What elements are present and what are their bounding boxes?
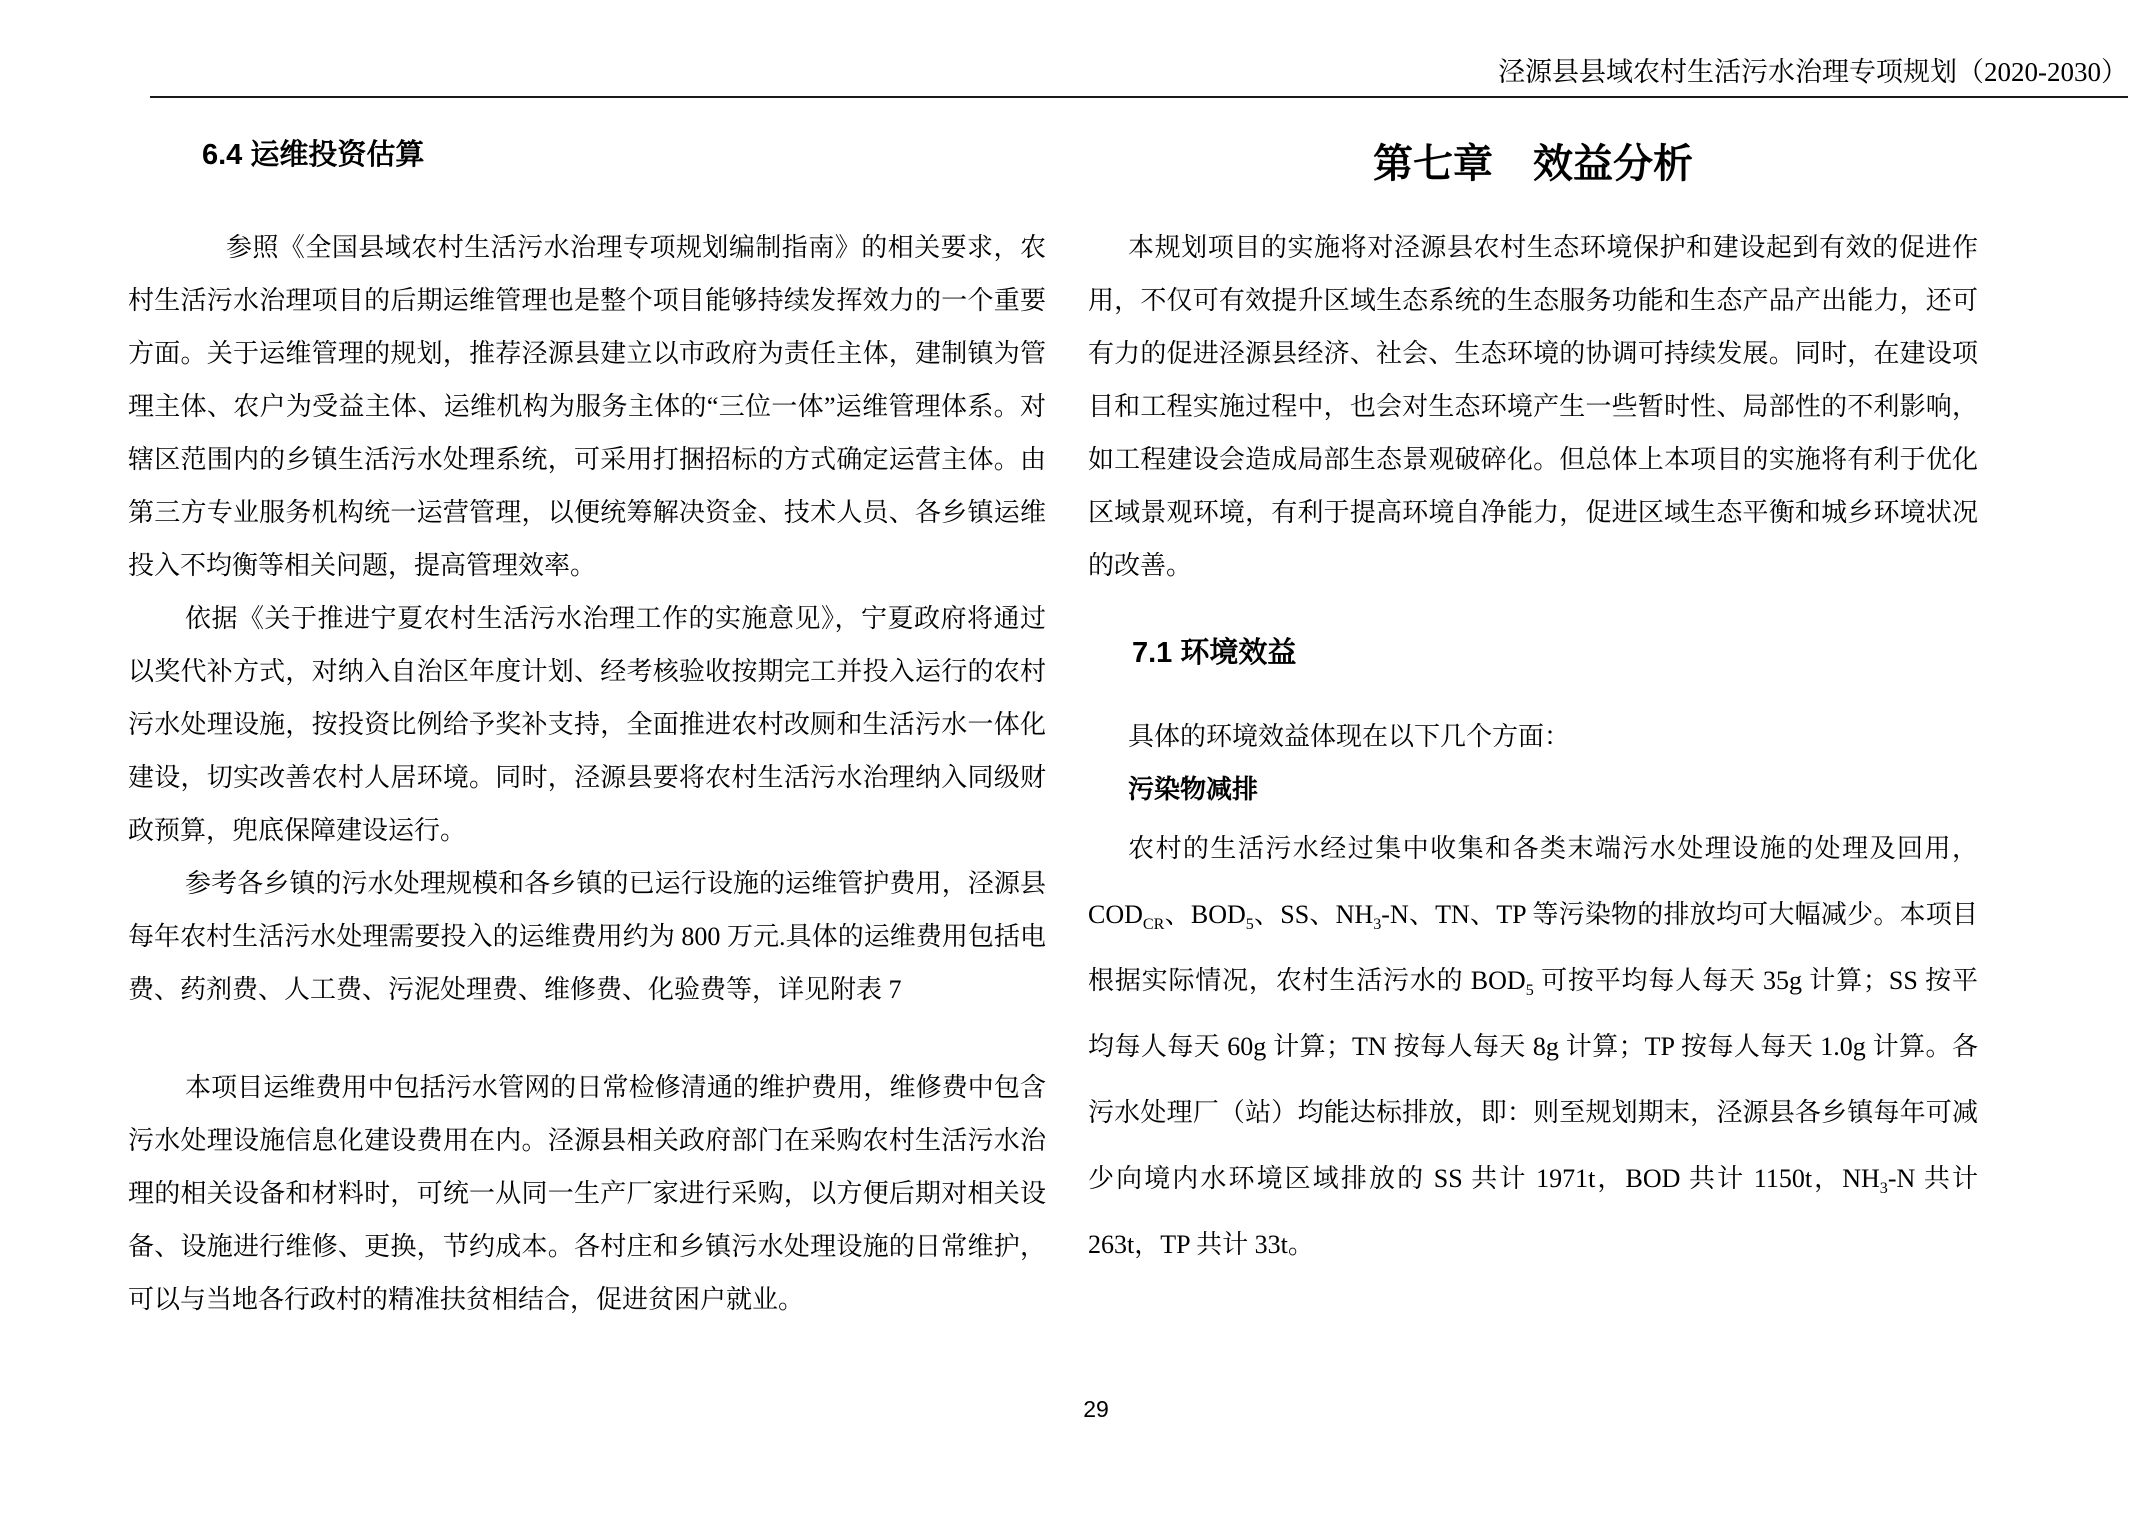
page-number: 29 [1083,1396,1109,1422]
left-paragraph-2: 依据《关于推进宁夏农村生活污水治理工作的实施意见》，宁夏政府将通过以奖代补方式，对纳入自治区年度计划、经考核验收按期完工并投入运行的农村污水处理设施，按投资比例给予奖补支持，全面推进农村改厕和生活污水一体化建设，切实改善农村人居环境。同时，泾源县要将农村生活污水治理纳入同级财政预算，兜底保障建设运行。 [128,604,1046,845]
environment-benefit-lead-line: 具体的环境效益体现在以下几个方面： [1128,722,1571,751]
left-paragraph-1: 参照《全国县域农村生活污水治理专项规划编制指南》的相关要求，农村生活污水治理项目的后期运维管理也是整个项目能够持续发挥效力的一个重要方面。关于运维管理的规划，推荐泾源县建立以市政府为责任主体，建制镇为管理主体、农户为受益主体、运维机构为服务主体的“三位一体”运维管理体系。对辖区范围内的乡镇生活污水处理系统，可采用打捆招标的方式确定运营主体。由第三方专业服务机构统一运营管理，以便统筹解决资金、技术人员、各乡镇运维投入不均衡等相关问题，提高管理效率。 [128,233,1046,580]
section-heading-7-1: 7.1 环境效益 [1132,637,1297,669]
left-paragraph-4: 本项目运维费用中包括污水管网的日常检修清通的维护费用，维修费中包含污水处理设施信息化建设费用在内。泾源县相关政府部门在采购农村生活污水治理的相关设备和材料时，可统一从同一生产厂家进行采购，以方便后期对相关设备、设施进行维修、更换，节约成本。各村庄和乡镇污水处理设施的日常维护，可以与当地各行政村的精准扶贫相结合，促进贫困户就业。 [128,1073,1046,1314]
left-column [128,0,1046,1326]
chapter-title: 第七章 效益分析 [1373,142,1693,186]
running-header: 泾源县县域农村生活污水治理专项规划（2020-2030） [150,56,2128,98]
left-paragraph-3: 参考各乡镇的污水处理规模和各乡镇的已运行设施的运维管护费用，泾源县每年农村生活污水处理需要投入的运维费用约为 800 万元.具体的运维费用包括电费、药剂费、人工费、污泥处理费、维修费、化验费等，详见附表 7 [128,869,1046,1004]
section-heading-6-4: 6.4 运维投资估算 [202,139,425,171]
pollutant-reduction-paragraph: 农村的生活污水经过集中收集和各类末端污水处理设施的处理及回用，$COD_{CR}$、$BOD_5$、SS、$NH_3-N$、TN、TP 等污染物的排放均可大幅减少。本项目根据实际情况，农村生活污水的 $BOD_5$ 可按平均每人每天 35g 计算；SS 按平均每人每天 60g 计算；TN 按每人每天 8g 计算；TP 按每人每天 1.0g 计算。各污水处理厂（站）均能达标排放，即：则至规划期末，泾源县各乡镇每年可减少向境内水环境区域排放的 SS 共计 1971t，BOD 共计 1150t，$NH_3-N$ 共计 263t，TP 共计 33t。 [1088,834,1978,1259]
right-column [1088,0,1978,1278]
chapter-intro-paragraph: 本规划项目的实施将对泾源县农村生态环境保护和建设起到有效的促进作用，不仅可有效提升区域生态系统的生态服务功能和生态产品产出能力，还可有力的促进泾源县经济、社会、生态环境的协调可持续发展。同时，在建设项目和工程实施过程中，也会对生态环境产生一些暂时性、局部性的不利影响，如工程建设会造成局部生态景观破碎化。但总体上本项目的实施将有利于优化区域景观环境，有利于提高环境自净能力，促进区域生态平衡和城乡环境状况的改善。 [1088,233,1978,580]
pollutant-reduction-subheading: 污染物减排 [1128,774,1259,804]
